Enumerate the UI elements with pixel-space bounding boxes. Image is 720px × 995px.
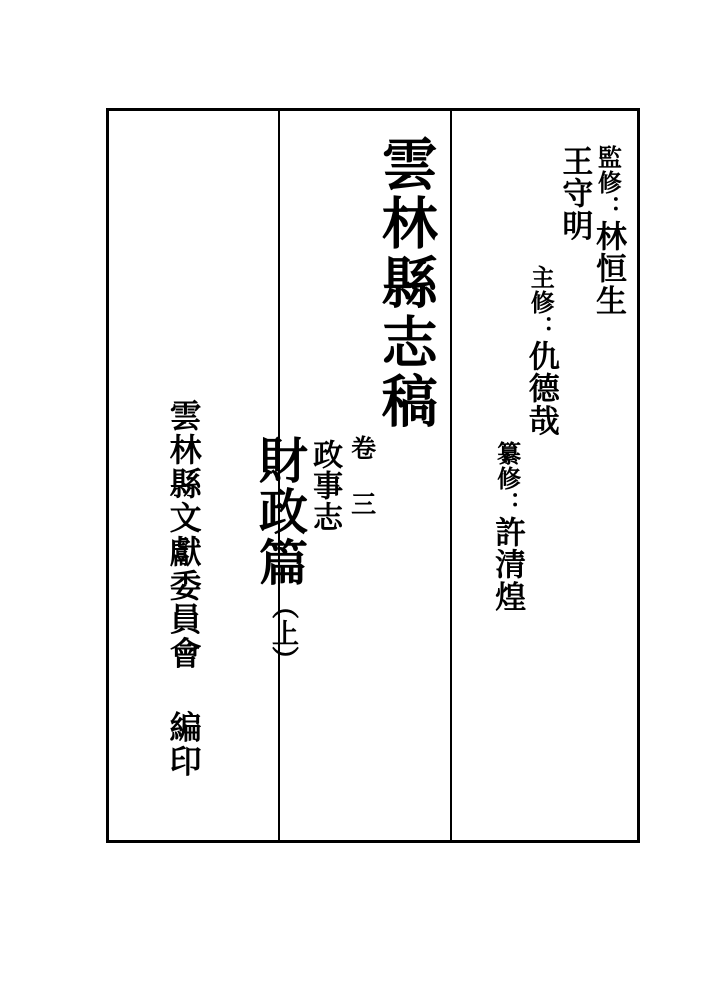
credit-role: 監修： <box>593 145 623 220</box>
credit-item <box>489 441 526 613</box>
credit-role: 主修： <box>526 265 556 340</box>
credit-item <box>556 145 593 242</box>
chapter-title: 財政篇 <box>251 435 310 588</box>
section-label: 政事志 <box>307 439 343 533</box>
part-label: （上） <box>267 591 299 673</box>
title-column <box>251 111 449 840</box>
credit-name: 仇德哉 <box>522 339 559 437</box>
publisher-column <box>109 111 278 840</box>
title-stack <box>251 133 449 823</box>
publisher-block <box>164 399 203 779</box>
volume-label: 卷 三 <box>347 435 377 517</box>
credit-name: 王守明 <box>556 145 593 242</box>
credits-column <box>450 111 637 840</box>
book-title: 雲林縣志稿 <box>372 135 439 432</box>
credit-name: 許清煌 <box>489 515 526 613</box>
credit-item <box>522 265 559 437</box>
credits-list <box>489 139 626 839</box>
publisher-name: 雲林縣文獻委員會 編印 <box>164 399 203 779</box>
credit-name: 林恒生 <box>590 219 626 317</box>
title-frame <box>106 108 640 843</box>
credit-role: 纂修： <box>492 441 522 516</box>
credit-item <box>590 145 626 317</box>
